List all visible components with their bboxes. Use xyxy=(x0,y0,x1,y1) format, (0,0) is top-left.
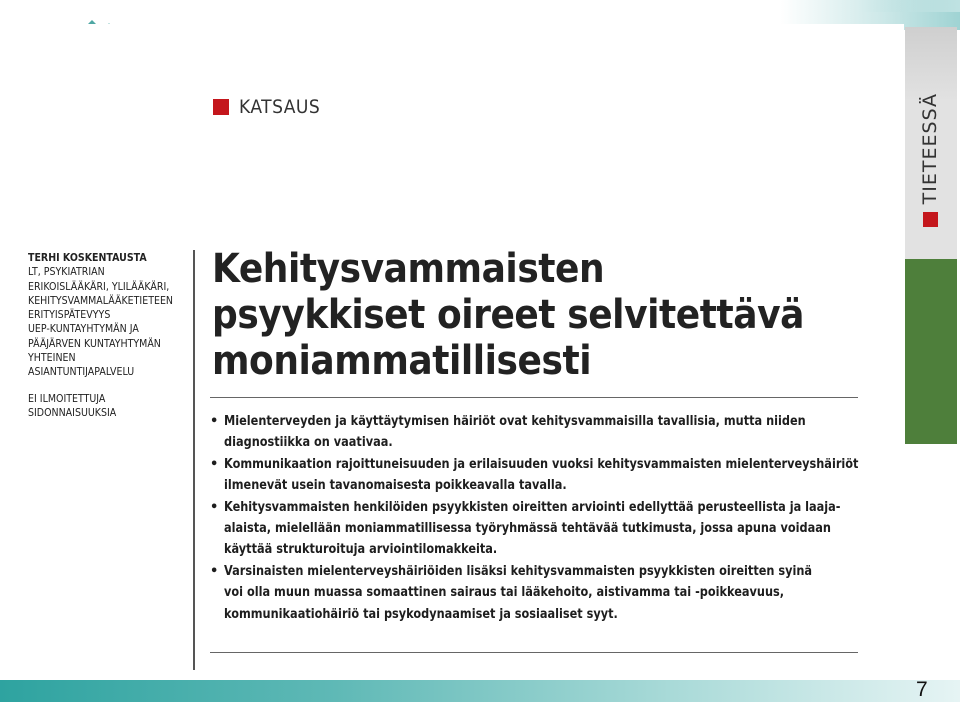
title-line: Kehitysvammaisten xyxy=(212,246,605,292)
title-line: psyykkiset oireet selvitettävä xyxy=(212,292,804,338)
bullet-line: voi olla muun muassa somaattinen sairaus tai lääkehoito, aistivamma tai -poikkeavuus, xyxy=(224,585,785,601)
bullet-line: • Varsinaisten mielenterveyshäiriöiden lisäksi kehitysvammaisten psyykkisten oireitten syinä xyxy=(224,563,813,579)
top-decorative-sweep-highlight xyxy=(860,0,960,12)
bullet-line: • Kommunikaation rajoittuneisuuden ja erilaisuuden vuoksi kehitysvammaisten mielenterveyshäiriöt xyxy=(224,456,859,472)
bullet-line: alaista, mielellään moniammatillisessa työryhmässä tehtävää tutkimusta, jossa apuna voidaan xyxy=(224,521,831,537)
page-number: 7 xyxy=(916,678,928,701)
side-tab-square-icon xyxy=(923,212,938,227)
summary-bullet xyxy=(210,497,850,561)
bullet-line: • Mielenterveyden ja käyttäytymisen häiriöt ovat kehitysvammaisilla tavallisia, mutta niiden xyxy=(224,414,806,429)
bullet-line: ilmenevät usein tavanomaisesta poikkeavalla tavalla. xyxy=(224,478,567,494)
author-divider-line xyxy=(193,250,195,670)
side-tab-label xyxy=(912,93,948,253)
bullet-line: kommunikaatiohäiriö tai psykodynaamiset ja sosiaaliset syyt. xyxy=(224,606,618,622)
disclosure-line: SIDONNAISUUKSIA xyxy=(28,405,117,419)
author-affiliation-line: LT, PSYKIATRIAN xyxy=(28,265,105,279)
author-name: TERHI KOSKENTAUSTA xyxy=(28,251,147,264)
author-affiliation-line: UEP-KUNTAYHTYMÄN JA xyxy=(28,322,139,336)
summary-bottom-rule xyxy=(210,652,858,653)
summary-bullet xyxy=(210,454,859,497)
side-tab-label-text: TIETEESSÄ xyxy=(919,93,941,205)
section-square-icon xyxy=(213,99,229,115)
author-affiliation-line: YHTEINEN xyxy=(28,351,76,365)
author-affiliation-line: KEHITYSVAMMALÄÄKETIETEEN xyxy=(28,293,174,307)
bullet-line: • Kehitysvammaisten henkilöiden psyykkisten oireitten arviointi edellyttää perusteellista ja laaja- xyxy=(224,499,841,515)
article-title xyxy=(212,246,832,384)
author-affiliation-line: ERIKOISLÄÄKÄRI, YLILÄÄKÄRI, xyxy=(28,279,170,293)
summary-bullet xyxy=(210,561,850,625)
section-label-text: KATSAUS xyxy=(239,96,321,118)
disclosure-line: EI ILMOITETTUJA xyxy=(28,391,106,405)
section-label xyxy=(213,96,329,118)
summary-top-rule xyxy=(210,397,858,398)
summary-bullet xyxy=(210,411,850,454)
author-affiliation-line: ASIANTUNTIJAPALVELU xyxy=(28,365,135,379)
author-affiliation-line: ERITYISPÄTEVYYS xyxy=(28,308,111,322)
author-affiliation-line: PÄÄJÄRVEN KUNTAYHTYMÄN xyxy=(28,336,161,350)
side-tab-shade xyxy=(905,27,957,102)
author-block xyxy=(28,251,188,420)
title-line: moniammatillisesti xyxy=(212,338,592,384)
bottom-teal-band xyxy=(0,680,960,702)
summary-bullet-list xyxy=(210,411,859,625)
bullet-line: käyttää strukturoituja arviointilomakkeita. xyxy=(224,542,498,558)
bullet-line: diagnostiikka on vaativaa. xyxy=(224,435,393,451)
side-tab-green-band xyxy=(905,259,957,444)
